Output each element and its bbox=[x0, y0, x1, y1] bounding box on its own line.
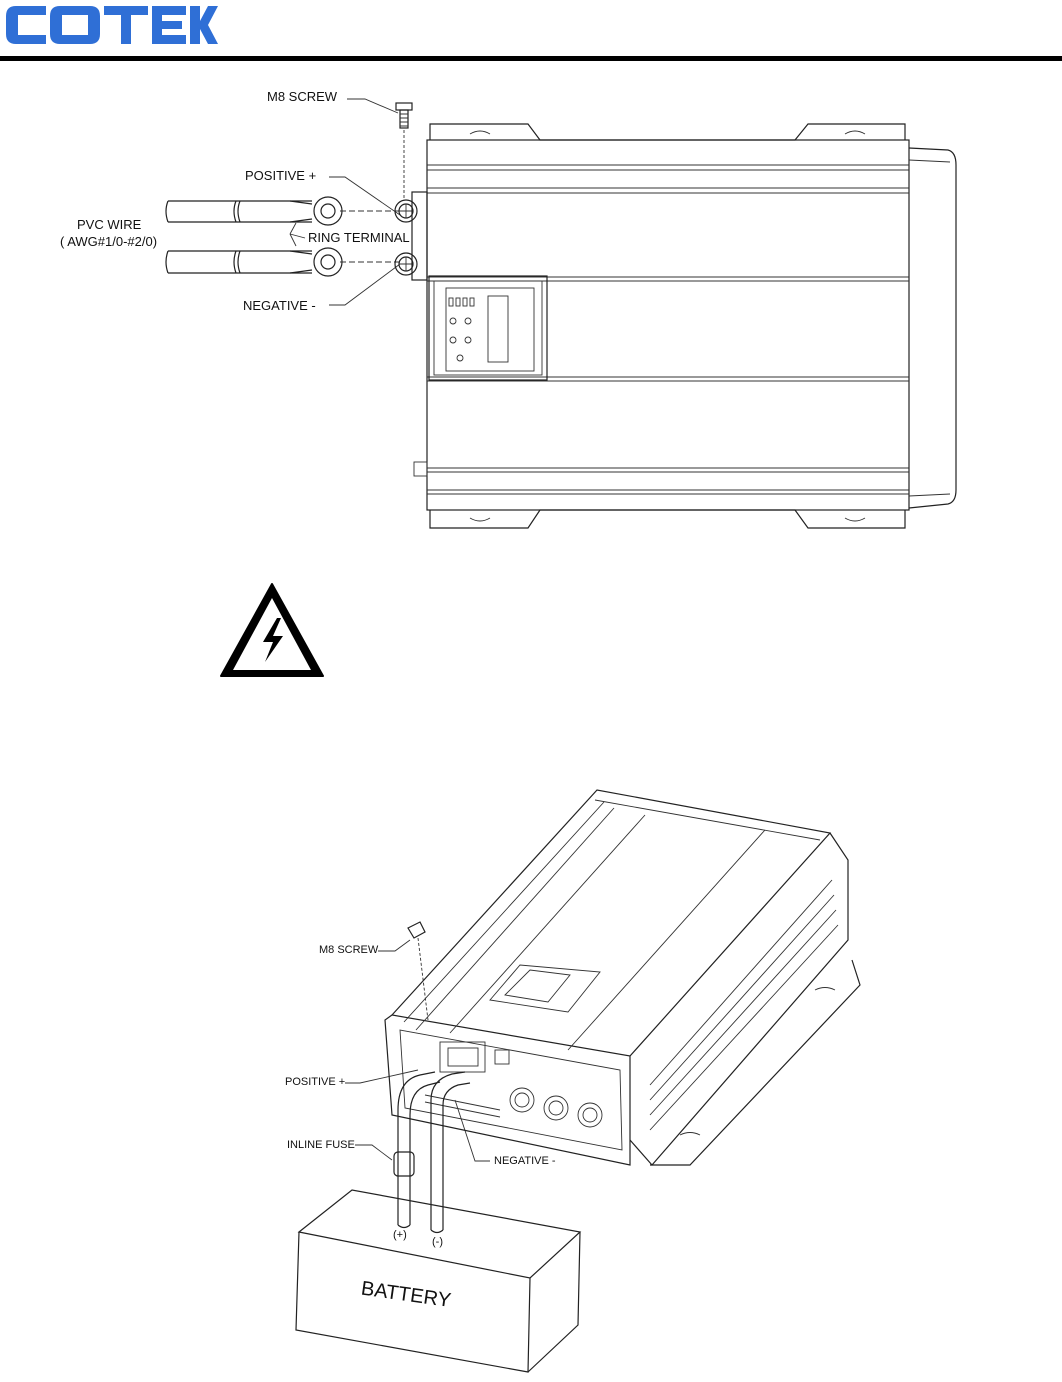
negative-label: NEGATIVE - bbox=[243, 298, 316, 313]
inline-fuse-icon bbox=[394, 1152, 414, 1176]
m8-screw-label: M8 SCREW bbox=[267, 89, 338, 104]
high-voltage-warning-icon bbox=[219, 582, 325, 678]
awg-label: ( AWG#1/0-#2/0) bbox=[60, 234, 158, 249]
wire-negative bbox=[166, 248, 402, 276]
pvc-wire-label: PVC WIRE bbox=[77, 217, 142, 232]
battery-plus-label: (+) bbox=[393, 1229, 407, 1241]
positive-label: POSITIVE + bbox=[245, 168, 317, 183]
battery-label: BATTERY bbox=[359, 1277, 453, 1312]
wire-positive bbox=[166, 197, 402, 225]
m8-screw-label-2: M8 SCREW bbox=[319, 944, 379, 956]
positive-label-2: POSITIVE + bbox=[285, 1076, 346, 1088]
battery-cables bbox=[398, 1072, 470, 1233]
unit-isometric-view bbox=[385, 790, 860, 1165]
m8-screw-icon-2 bbox=[408, 922, 428, 1020]
m8-screw-icon bbox=[396, 103, 412, 200]
negative-terminal-icon bbox=[395, 253, 417, 275]
battery-icon bbox=[296, 1190, 580, 1372]
top-wiring-figure bbox=[0, 0, 1062, 560]
unit-front-view bbox=[412, 124, 956, 528]
inline-fuse-label: INLINE FUSE bbox=[287, 1139, 355, 1151]
ring-terminal-label: RING TERMINAL bbox=[308, 230, 410, 245]
battery-minus-label: (-) bbox=[432, 1236, 443, 1248]
negative-label-2: NEGATIVE - bbox=[494, 1155, 556, 1167]
